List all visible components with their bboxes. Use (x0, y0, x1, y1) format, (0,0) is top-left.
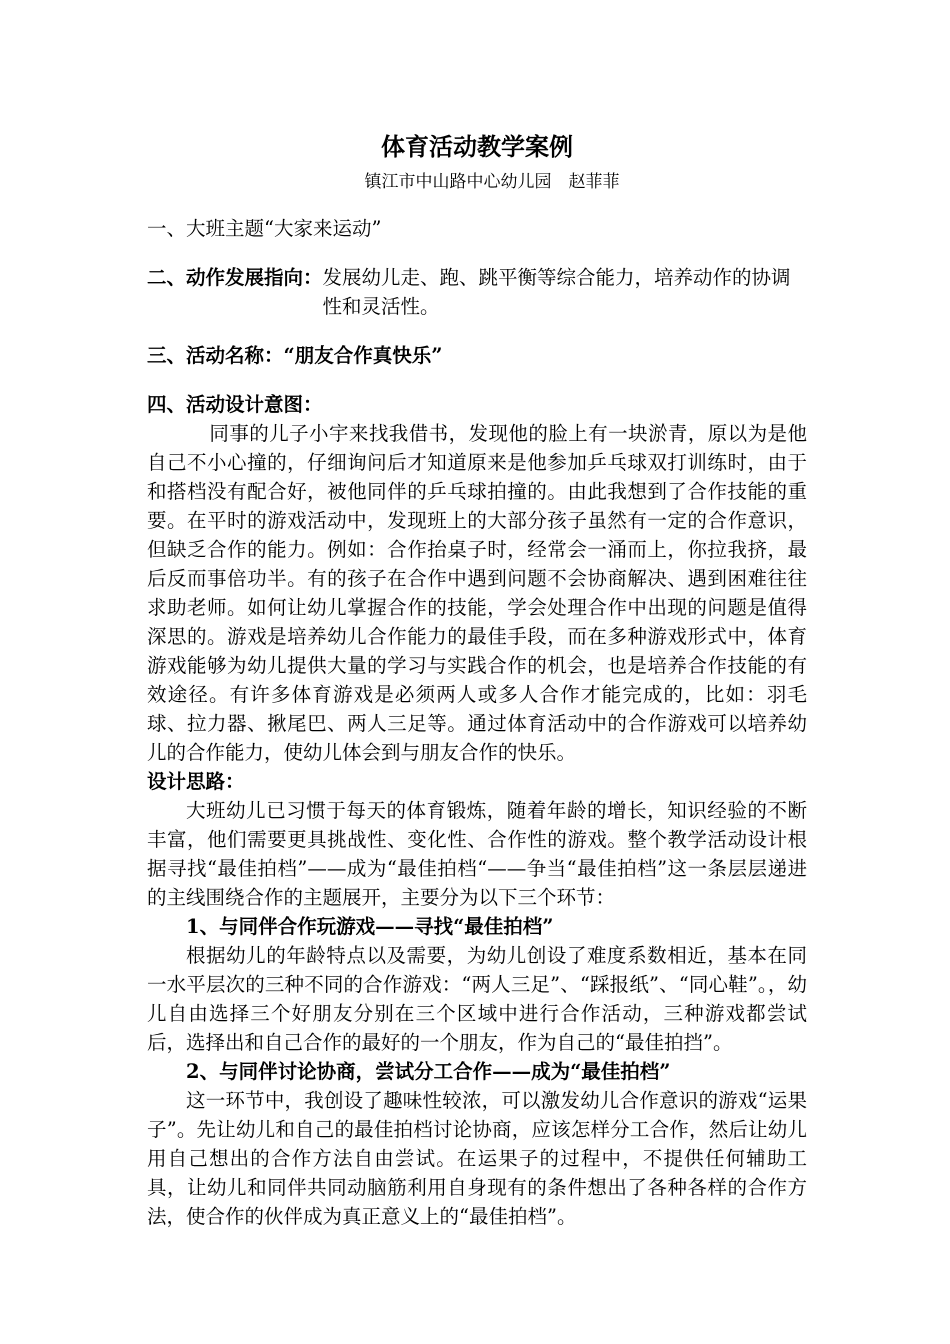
step-2-title: 2、与同伴讨论协商，尝试分工合作——成为“最佳拍档” (186, 1060, 671, 1083)
document-page (147, 130, 807, 1231)
section-2-text: 发展幼儿走、跑、跳平衡等综合能力，培养动作的协调性和灵活性。 (322, 266, 791, 318)
section-2 (147, 263, 807, 321)
design-intent-paragraph: 同事的儿子小宇来找我借书，发现他的脸上有一块淤青，原以为是他自己不小心撞的，仔细询问后才知道原来是他参加乒乓球双打训练时，由于和搭档没有配合好，被他同伴的乒乓球拍撞的。由此我想到了合作技能的重要。在平时的游戏活动中，发现班上的大部分孩子虽然有一定的合作意识，但缺乏合作的能力。例如：合作抬桌子时，经常会一涌而上，你拉我挤，最后反而事倍功半。有的孩子在合作中遇到问题不会协商解决、遇到困难往往求助老师。如何让幼儿掌握合作的技能，学会处理合作中出现的问题是值得深思的。游戏是培养幼儿合作能力的最佳手段，而在多种游戏形式中，体育游戏能够为幼儿提供大量的学习与实践合作的机会，也是培养合作技能的有效途径。有许多体育游戏是必须两人或多人合作才能完成的，比如：羽毛球、拉力器、揪尾巴、两人三足等。通过体育活动中的合作游戏可以培养幼儿的合作能力，使幼儿体会到与朋友合作的快乐。 (147, 422, 807, 764)
step-2-paragraph: 这一环节中，我创设了趣味性较浓，可以激发幼儿合作意识的游戏“运果子”。先让幼儿和自己的最佳拍档讨论协商，应该怎样分工合作，然后让幼儿用自己想出的合作方法自由尝试。在运果子的过程中，不提供任何辅助工具，让幼儿和同伴共同动脑筋利用自身现有的条件想出了各种各样的合作方法，使合作的伙伴成为真正意义上的“最佳拍档”。 (147, 1089, 807, 1228)
document-author: 镇江市中山路中心幼儿园 赵菲菲 (364, 172, 620, 192)
design-idea-paragraph: 大班幼儿已习惯于每天的体育锻炼，随着年龄的增长，知识经验的不断丰富，他们需要更具挑战性、变化性、合作性的游戏。整个教学活动设计根据寻找“最佳拍档”——成为“最佳拍档“——争当“最佳拍档”这一条层层递进的主线围绕合作的主题展开，主要分为以下三个环节： (147, 799, 807, 909)
design-idea-heading: 设计思路： (147, 770, 245, 793)
section-1-heading: 一、大班主题“大家来运动” (147, 217, 382, 240)
section-3-heading: 三、活动名称：“朋友合作真快乐” (147, 344, 443, 367)
section-2-label: 二、动作发展指向： (147, 266, 323, 289)
document-title: 体育活动教学案例 (381, 132, 573, 161)
section-4-heading: 四、活动设计意图： (147, 393, 323, 416)
step-1-title: 1、与同伴合作玩游戏——寻找“最佳拍档” (186, 915, 554, 938)
step-1-paragraph: 根据幼儿的年龄特点以及需要，为幼儿创设了难度系数相近，基本在同一水平层次的三种不同的合作游戏：“两人三足”、“踩报纸”、“同心鞋”。，幼儿自由选择三个好朋友分别在三个区域中进行合作活动，三种游戏都尝试后，选择出和自己合作的最好的一个朋友，作为自己的“最佳拍挡”。 (147, 944, 807, 1054)
